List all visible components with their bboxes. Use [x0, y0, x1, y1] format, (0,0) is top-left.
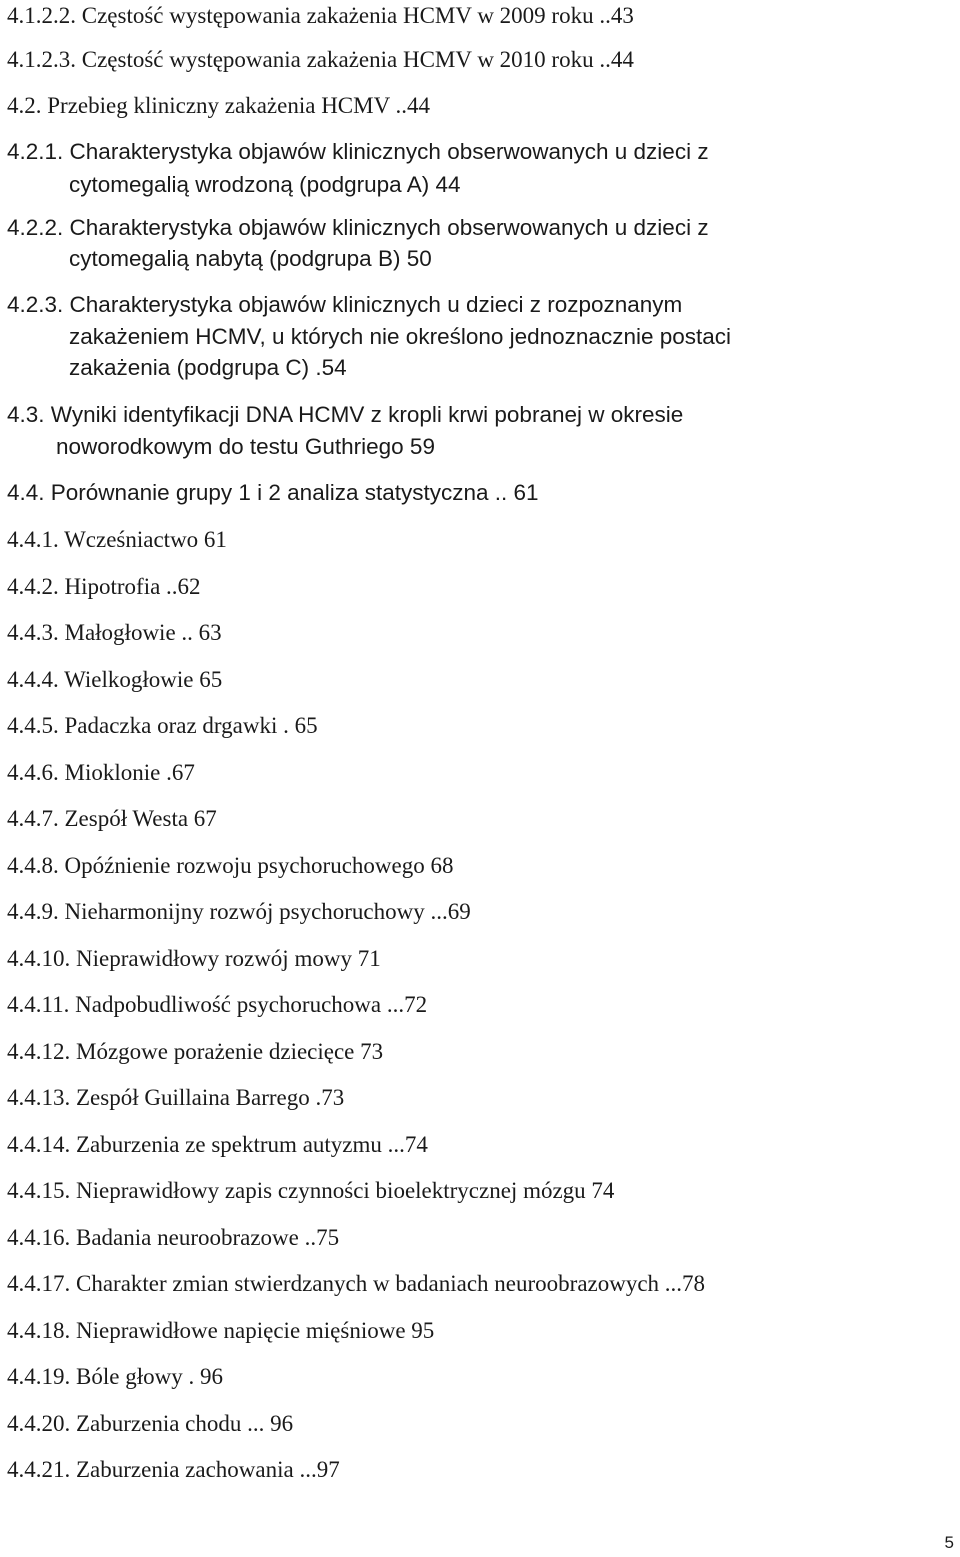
toc-entry-4-2-2-line-1: 4.2.2. Charakterystyka objawów klinicznych obserwowanych u dzieci z [7, 215, 709, 240]
toc-entry-4-3-line-1: 4.3. Wyniki identyfikacji DNA HCMV z kropli krwi pobranej w okresie [7, 402, 684, 427]
toc-entry-4-4-5: 4.4.5. Padaczka oraz drgawki . 65 [7, 713, 318, 738]
toc-entry-4-4-9: 4.4.9. Nieharmonijny rozwój psychoruchowy ...69 [7, 899, 471, 924]
toc-entry-4-4-19: 4.4.19. Bóle głowy . 96 [7, 1364, 223, 1389]
toc-entry-4-4-3: 4.4.3. Małogłowie .. 63 [7, 620, 222, 645]
toc-entry-4-4-18: 4.4.18. Nieprawidłowe napięcie mięśniowe 95 [7, 1318, 435, 1343]
toc-entry-4-1-2-3: 4.1.2.3. Częstość występowania zakażenia HCMV w 2010 roku ..44 [7, 47, 634, 72]
toc-entry-4-2-1-line-1: 4.2.1. Charakterystyka objawów klinicznych obserwowanych u dzieci z [7, 139, 709, 164]
toc-entry-4-1-2-2: 4.1.2.2. Częstość występowania zakażenia HCMV w 2009 roku ..43 [7, 3, 634, 28]
toc-entry-4-4-6: 4.4.6. Mioklonie .67 [7, 760, 195, 785]
toc-entry-4-2-1-line-2: cytomegalią wrodzoną (podgrupa A) 44 [69, 172, 461, 197]
toc-entry-4-4-21: 4.4.21. Zaburzenia zachowania ...97 [7, 1457, 340, 1482]
toc-entry-4-4-11: 4.4.11. Nadpobudliwość psychoruchowa ...72 [7, 992, 428, 1017]
page-number: 5 [944, 1533, 954, 1552]
toc-entry-4-2: 4.2. Przebieg kliniczny zakażenia HCMV ..44 [7, 93, 431, 118]
toc-entry-4-4-12: 4.4.12. Mózgowe porażenie dziecięce 73 [7, 1039, 384, 1064]
toc-entry-4-2-3-line-2: zakażeniem HCMV, u których nie określono jednoznacznie postaci [69, 324, 732, 349]
toc-entry-4-4-16: 4.4.16. Badania neuroobrazowe ..75 [7, 1225, 340, 1250]
toc-entry-4-4-15: 4.4.15. Nieprawidłowy zapis czynności bioelektrycznej mózgu 74 [7, 1178, 615, 1203]
toc-entry-4-4-2: 4.4.2. Hipotrofia ..62 [7, 574, 201, 599]
toc-entry-4-4-10: 4.4.10. Nieprawidłowy rozwój mowy 71 [7, 946, 381, 971]
toc-entry-4-4-20: 4.4.20. Zaburzenia chodu ... 96 [7, 1411, 294, 1436]
toc-entry-4-4-14: 4.4.14. Zaburzenia ze spektrum autyzmu ...74 [7, 1132, 428, 1157]
toc-entry-4-4-17: 4.4.17. Charakter zmian stwierdzanych w badaniach neuroobrazowych ...78 [7, 1271, 706, 1296]
toc-entry-4-4-4: 4.4.4. Wielkogłowie 65 [7, 667, 223, 692]
toc-entry-4-2-3-line-1: 4.2.3. Charakterystyka objawów klinicznych u dzieci z rozpoznanym [7, 292, 683, 317]
toc-entry-4-2-2-line-2: cytomegalią nabytą (podgrupa B) 50 [69, 246, 432, 271]
toc-entry-4-3-line-2: noworodkowym do testu Guthriego 59 [56, 434, 435, 459]
toc-entry-4-2-3-line-3: zakażenia (podgrupa C) .54 [69, 355, 347, 380]
toc-entry-4-4-13: 4.4.13. Zespół Guillaina Barrego .73 [7, 1085, 345, 1110]
toc-entry-4-4-1: 4.4.1. Wcześniactwo 61 [7, 527, 227, 552]
toc-entry-4-4-8: 4.4.8. Opóźnienie rozwoju psychoruchowego 68 [7, 853, 454, 878]
toc-entry-4-4: 4.4. Porównanie grupy 1 i 2 analiza statystyczna .. 61 [7, 480, 539, 505]
toc-entry-4-4-7: 4.4.7. Zespół Westa 67 [7, 806, 217, 831]
